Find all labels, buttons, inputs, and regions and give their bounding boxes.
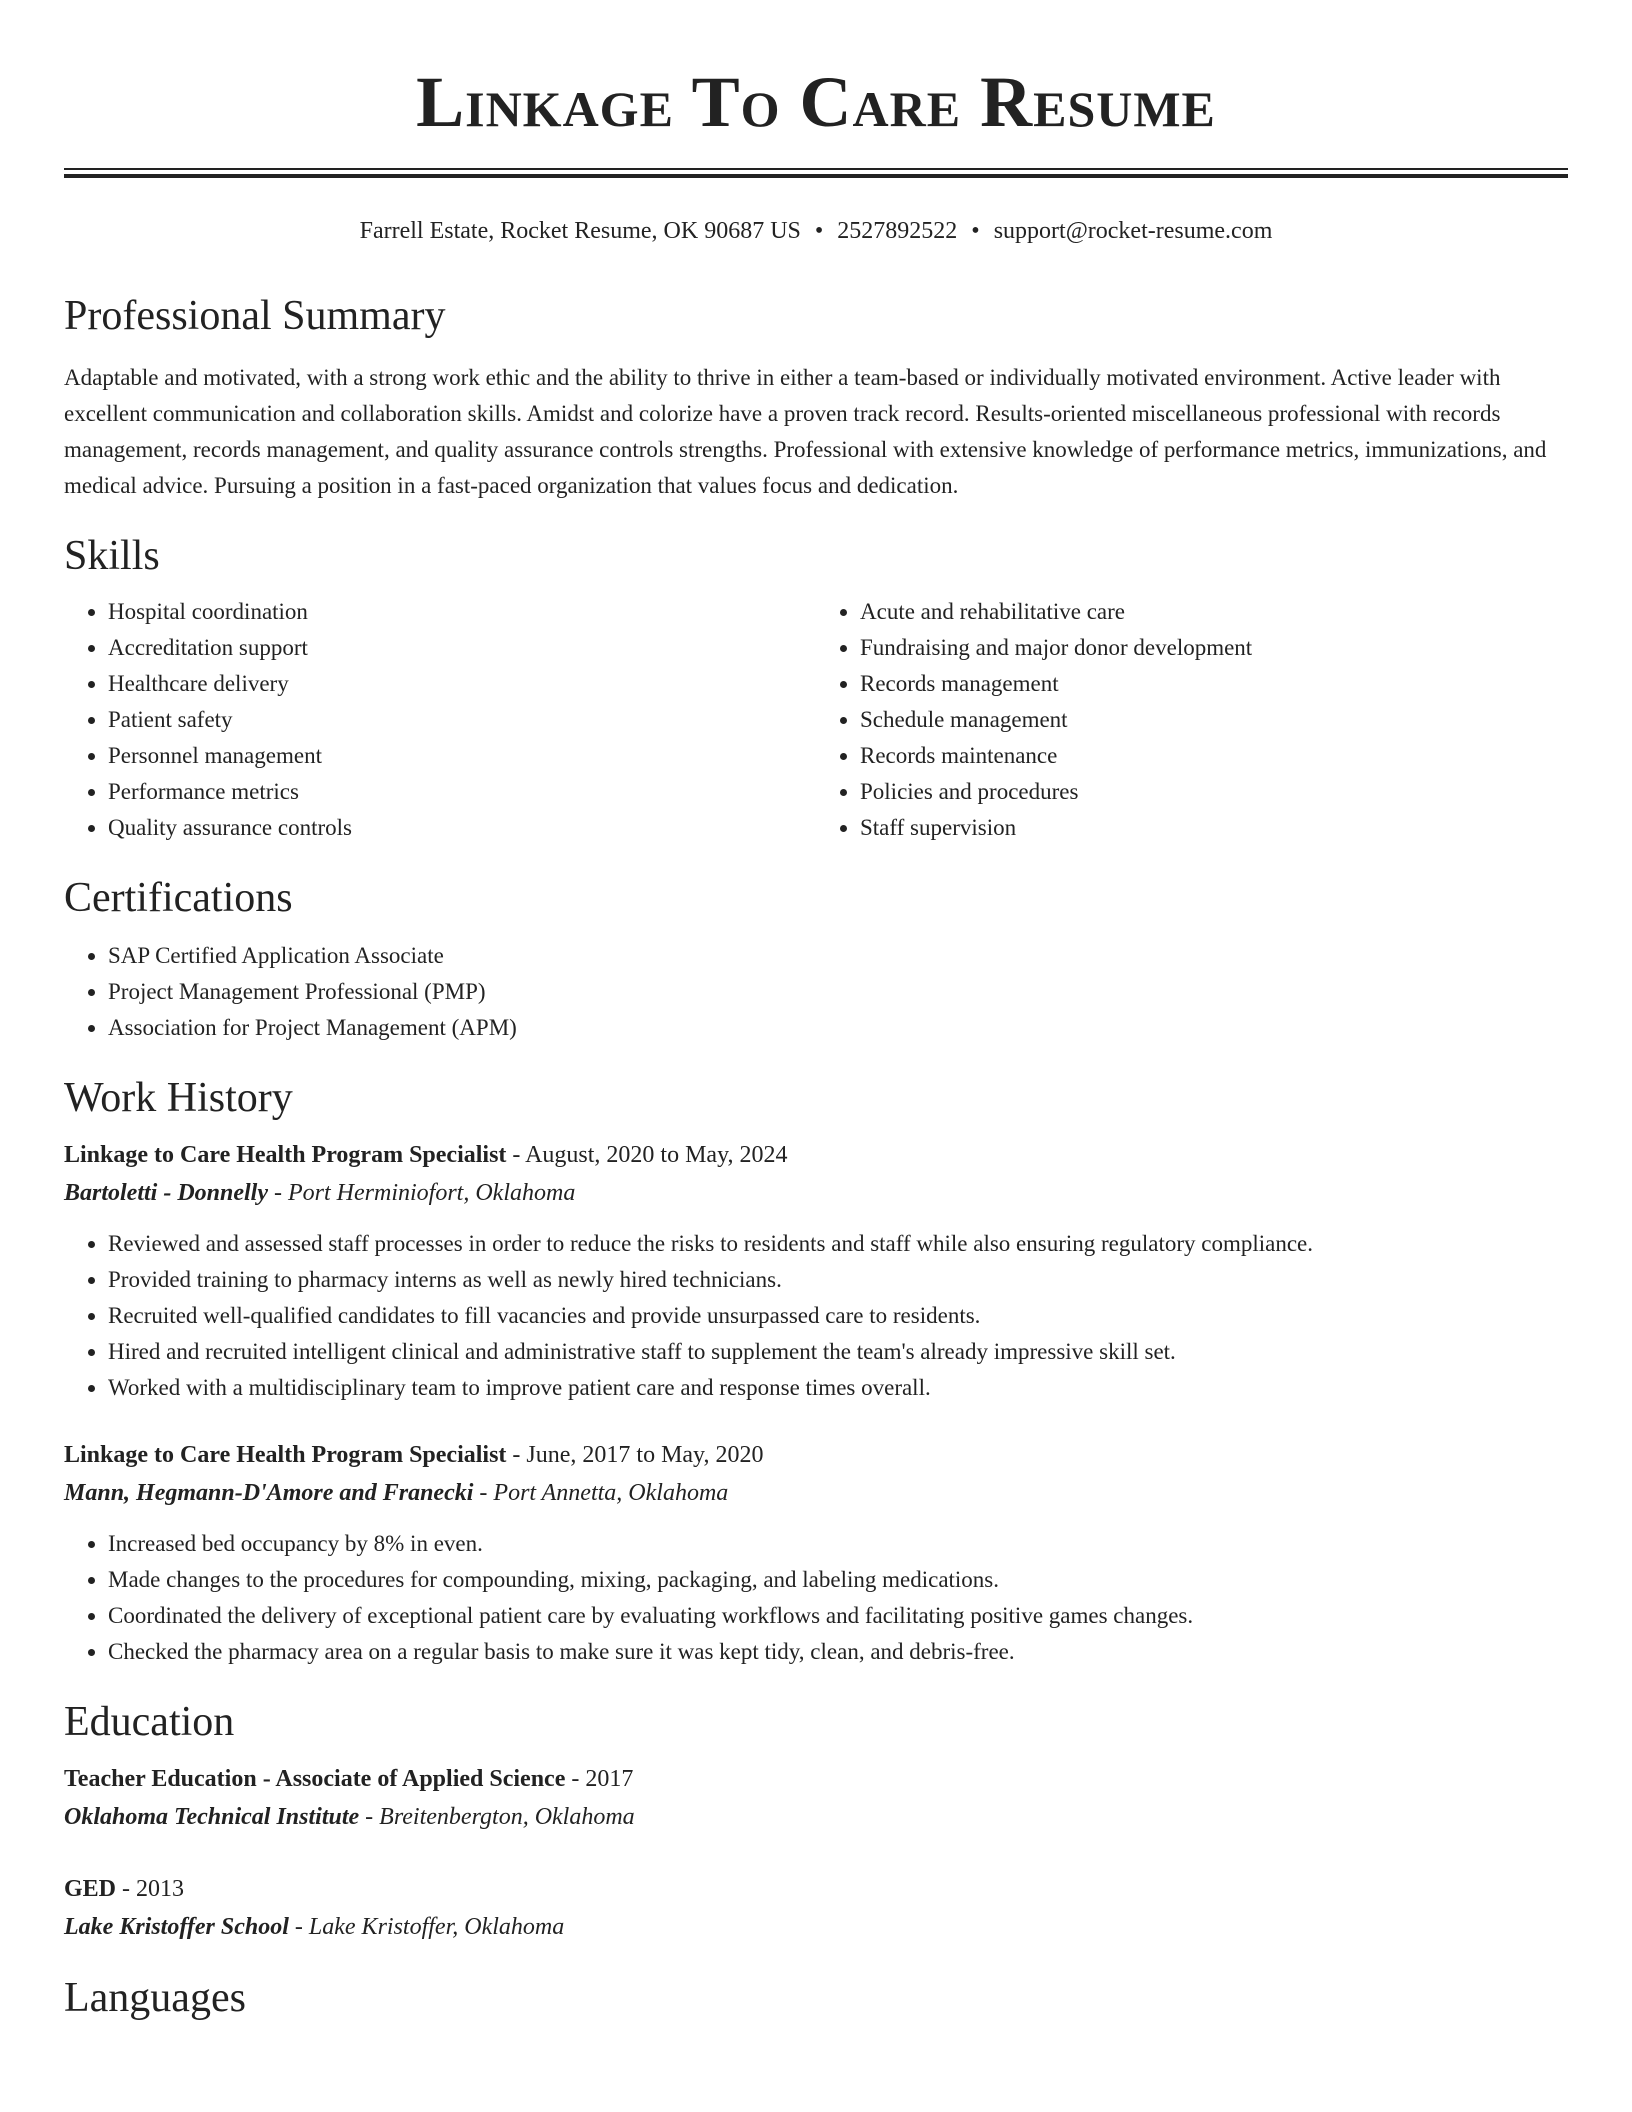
job-company: Bartoletti - Donnelly xyxy=(64,1180,268,1206)
summary-text: Adaptable and motivated, with a strong work ethic and the ability to thrive in either a team-based or individually motivated environment. Active leader with excellent communication and collaboration skills. Amidst and colorize have a proven track record. Results-oriented miscellaneous professional with records management, records management, and quality assurance controls strengths. Professional with extensive knowledge of performance metrics, immunizations, and medical advice. Pursuing a position in a fast-paced organization that values focus and dedication. xyxy=(64,365,1547,498)
job-bullet: • Recruited well-qualified candidates to fill vacancies and provide unsurpassed care to residents. xyxy=(108,1298,1568,1334)
job-bullets xyxy=(64,1526,1568,1670)
dash: - xyxy=(506,1442,527,1468)
education-entry xyxy=(64,1760,1568,1836)
dash: - xyxy=(268,1180,288,1206)
job-title: Linkage to Care Health Program Specialist xyxy=(64,1142,507,1168)
skill-item: • Records maintenance xyxy=(860,738,1568,774)
job-company: Mann, Hegmann-D'Amore and Franecki xyxy=(64,1480,474,1506)
job-location: Port Annetta, Oklahoma xyxy=(493,1480,729,1506)
skill-item: • Quality assurance controls xyxy=(108,810,816,846)
dash: - xyxy=(116,1876,137,1902)
job-bullet: • Checked the pharmacy area on a regular basis to make sure it was kept tidy, clean, and debris-free. xyxy=(108,1634,1568,1670)
skill-item: • Schedule management xyxy=(860,702,1568,738)
education-degree: Teacher Education - Associate of Applied Science xyxy=(64,1766,566,1792)
resume-content xyxy=(64,290,1568,2024)
bullet-separator: • xyxy=(814,218,824,244)
job-bullets xyxy=(64,1226,1568,1406)
skill-item: • Healthcare delivery xyxy=(108,666,816,702)
job-bullet: • Made changes to the procedures for compounding, mixing, packaging, and labeling medications. xyxy=(108,1562,1568,1598)
education-header xyxy=(64,1760,1568,1798)
section-heading-languages: Languages xyxy=(64,1975,246,2021)
job-bullet: • Coordinated the delivery of exceptional patient care by evaluating workflows and facilitating positive games changes. xyxy=(108,1598,1568,1634)
dash: - xyxy=(473,1480,494,1506)
skills-list-left xyxy=(64,594,816,846)
page-title: Linkage To Care Resume xyxy=(416,62,1216,142)
skill-item: • Patient safety xyxy=(108,702,816,738)
job-entry xyxy=(64,1136,1568,1406)
education-school: Oklahoma Technical Institute xyxy=(64,1804,360,1830)
dash: - xyxy=(565,1766,586,1792)
education-school-line xyxy=(64,1798,1568,1836)
job-bullet: • Worked with a multidisciplinary team to improve patient care and response times overall. xyxy=(108,1370,1568,1406)
education-location: Lake Kristoffer, Oklahoma xyxy=(308,1914,565,1940)
certification-item: • Association for Project Management (APM) xyxy=(108,1010,1568,1046)
certification-item: • SAP Certified Application Associate xyxy=(108,938,1568,974)
skill-item: • Acute and rehabilitative care xyxy=(860,594,1568,630)
bullet-separator: • xyxy=(971,218,980,244)
divider-thick-line xyxy=(64,174,1568,178)
skill-item: • Performance metrics xyxy=(108,774,816,810)
education-location: Breitenbergton, Oklahoma xyxy=(379,1804,635,1830)
dash: - xyxy=(288,1914,309,1940)
job-title: Linkage to Care Health Program Specialist xyxy=(64,1442,507,1468)
job-employer xyxy=(64,1474,1568,1512)
skill-item: • Fundraising and major donor development xyxy=(860,630,1568,666)
job-entry xyxy=(64,1436,1568,1670)
job-bullet: • Provided training to pharmacy interns as well as newly hired technicians. xyxy=(108,1262,1568,1298)
education-degree: GED xyxy=(64,1876,117,1902)
section-heading-summary: Professional Summary xyxy=(64,293,446,339)
skill-item: • Personnel management xyxy=(108,738,816,774)
certification-item: • Project Management Professional (PMP) xyxy=(108,974,1568,1010)
title-divider xyxy=(64,168,1568,178)
skills-list-right xyxy=(816,594,1568,846)
dash: - xyxy=(506,1142,526,1168)
job-bullet: • Reviewed and assessed staff processes in order to reduce the risks to residents and staff while also ensuring regulatory compliance. xyxy=(108,1226,1568,1262)
section-heading-work-history: Work History xyxy=(64,1075,293,1121)
skill-item: • Records management xyxy=(860,666,1568,702)
dash: - xyxy=(359,1804,380,1830)
skill-item: • Accreditation support xyxy=(108,630,816,666)
section-heading-certifications: Certifications xyxy=(64,875,293,921)
education-year: 2013 xyxy=(136,1876,185,1902)
job-bullet: • Increased bed occupancy by 8% in even. xyxy=(108,1526,1568,1562)
education-entry xyxy=(64,1870,1568,1946)
contact-address: Farrell Estate, Rocket Resume, OK 90687 US xyxy=(359,218,801,244)
job-header xyxy=(64,1436,1568,1474)
education-year: 2017 xyxy=(585,1766,634,1792)
skill-item: • Policies and procedures xyxy=(860,774,1568,810)
job-bullet: • Hired and recruited intelligent clinical and administrative staff to supplement the team's already impressive skill set. xyxy=(108,1334,1568,1370)
certifications-list xyxy=(64,938,1568,1046)
contact-email: support@rocket-resume.com xyxy=(993,218,1273,244)
section-heading-education: Education xyxy=(64,1699,235,1745)
education-school-line xyxy=(64,1908,1568,1946)
education-header xyxy=(64,1870,1568,1908)
contact-phone: 2527892522 xyxy=(837,218,958,244)
skill-item: • Staff supervision xyxy=(860,810,1568,846)
job-dates: August, 2020 to May, 2024 xyxy=(525,1142,788,1168)
job-dates: June, 2017 to May, 2020 xyxy=(526,1442,764,1468)
job-header xyxy=(64,1136,1568,1174)
skills-columns xyxy=(64,594,1568,846)
skill-item: • Hospital coordination xyxy=(108,594,816,630)
divider-thin-line xyxy=(64,168,1568,170)
section-heading-skills: Skills xyxy=(64,533,160,579)
education-school: Lake Kristoffer School xyxy=(64,1914,289,1940)
job-location: Port Herminiofort, Oklahoma xyxy=(288,1180,576,1206)
job-employer xyxy=(64,1174,1568,1212)
contact-line xyxy=(64,214,1568,248)
